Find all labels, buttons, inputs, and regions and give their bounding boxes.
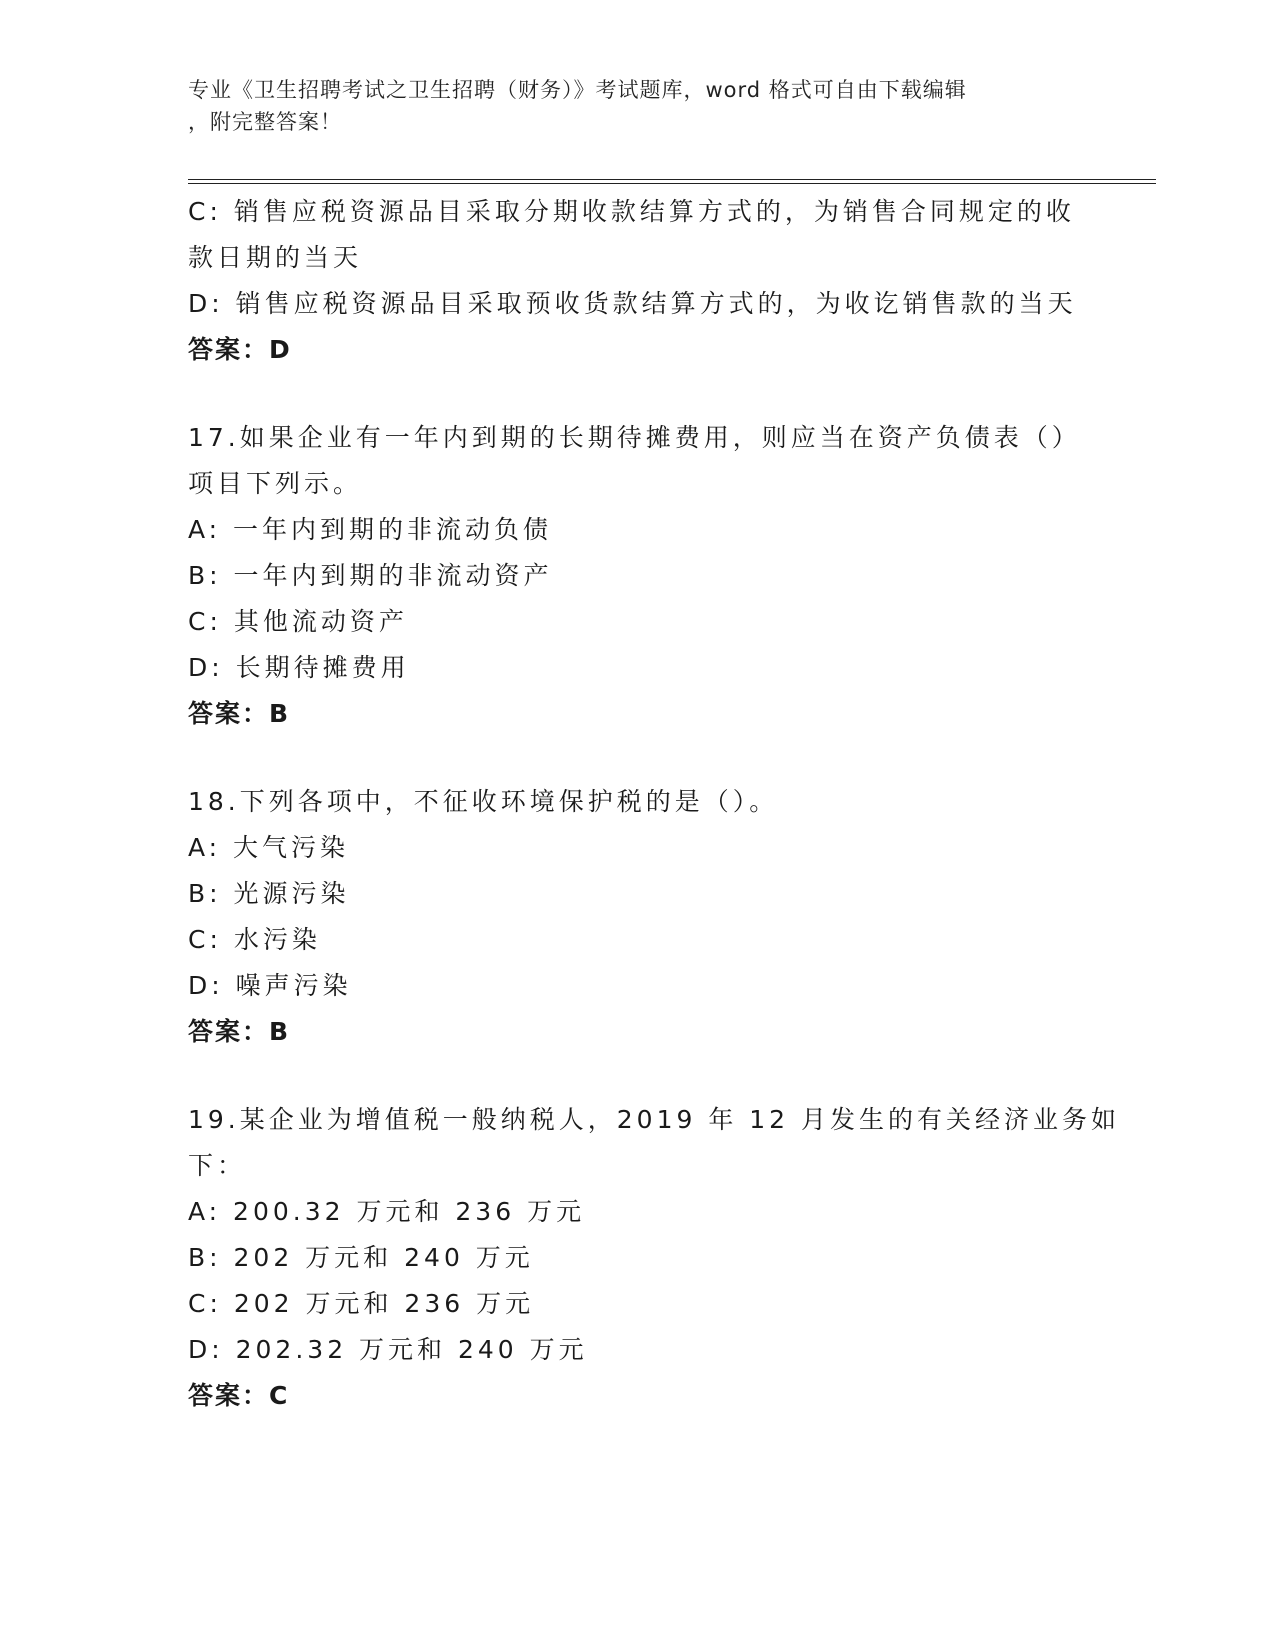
spacer xyxy=(188,737,1088,779)
answer: 答案：D xyxy=(188,335,292,364)
question-stem-line-2: 项目下列示。 xyxy=(188,469,363,498)
option-d: D: 销售应税资源品目采取预收货款结算方式的，为收讫销售款的当天 xyxy=(188,289,1077,318)
option-c-line-2: 款日期的当天 xyxy=(188,243,363,272)
option-a: A: 大气污染 xyxy=(188,833,350,862)
option-d: D: 噪声污染 xyxy=(188,971,352,1000)
option-a: A: 200.32 万元和 236 万元 xyxy=(188,1197,586,1226)
answer: 答案：B xyxy=(188,1017,291,1046)
option-b: B: 202 万元和 240 万元 xyxy=(188,1243,534,1272)
question-stem-line-2: 下： xyxy=(188,1151,247,1180)
header-rule-top xyxy=(188,179,1156,180)
header-rule-bottom xyxy=(188,183,1156,184)
question-stem-line-1: 17.如果企业有一年内到期的长期待摊费用，则应当在资产负债表（） xyxy=(188,423,1081,452)
question-list xyxy=(188,189,1121,1419)
question-18 xyxy=(188,779,1088,1055)
option-c-line-1: C: 销售应税资源品目采取分期收款结算方式的，为销售合同规定的收 xyxy=(188,197,1075,226)
header-line-1: 专业《卫生招聘考试之卫生招聘（财务）》考试题库，word 格式可自由下载编辑 xyxy=(188,78,967,102)
question-stem-line-1: 19.某企业为增值税一般纳税人，2019 年 12 月发生的有关经济业务如 xyxy=(188,1105,1121,1134)
document-header xyxy=(188,74,1088,138)
option-b: B: 一年内到期的非流动资产 xyxy=(188,561,553,590)
option-d: D: 202.32 万元和 240 万元 xyxy=(188,1335,588,1364)
option-a: A: 一年内到期的非流动负债 xyxy=(188,515,553,544)
spacer xyxy=(188,1055,1088,1097)
header-line-2: ，附完整答案！ xyxy=(188,110,342,134)
question-16-partial xyxy=(188,189,1088,373)
option-d: D: 长期待摊费用 xyxy=(188,653,410,682)
option-c: C: 202 万元和 236 万元 xyxy=(188,1289,535,1318)
option-c: C: 水污染 xyxy=(188,925,321,954)
answer: 答案：C xyxy=(188,1381,290,1410)
option-c: C: 其他流动资产 xyxy=(188,607,408,636)
answer: 答案：B xyxy=(188,699,291,728)
question-17 xyxy=(188,415,1088,737)
question-stem-line-1: 18.下列各项中，不征收环境保护税的是（）。 xyxy=(188,787,779,816)
option-b: B: 光源污染 xyxy=(188,879,350,908)
question-19 xyxy=(188,1097,1121,1419)
spacer xyxy=(188,373,1088,415)
